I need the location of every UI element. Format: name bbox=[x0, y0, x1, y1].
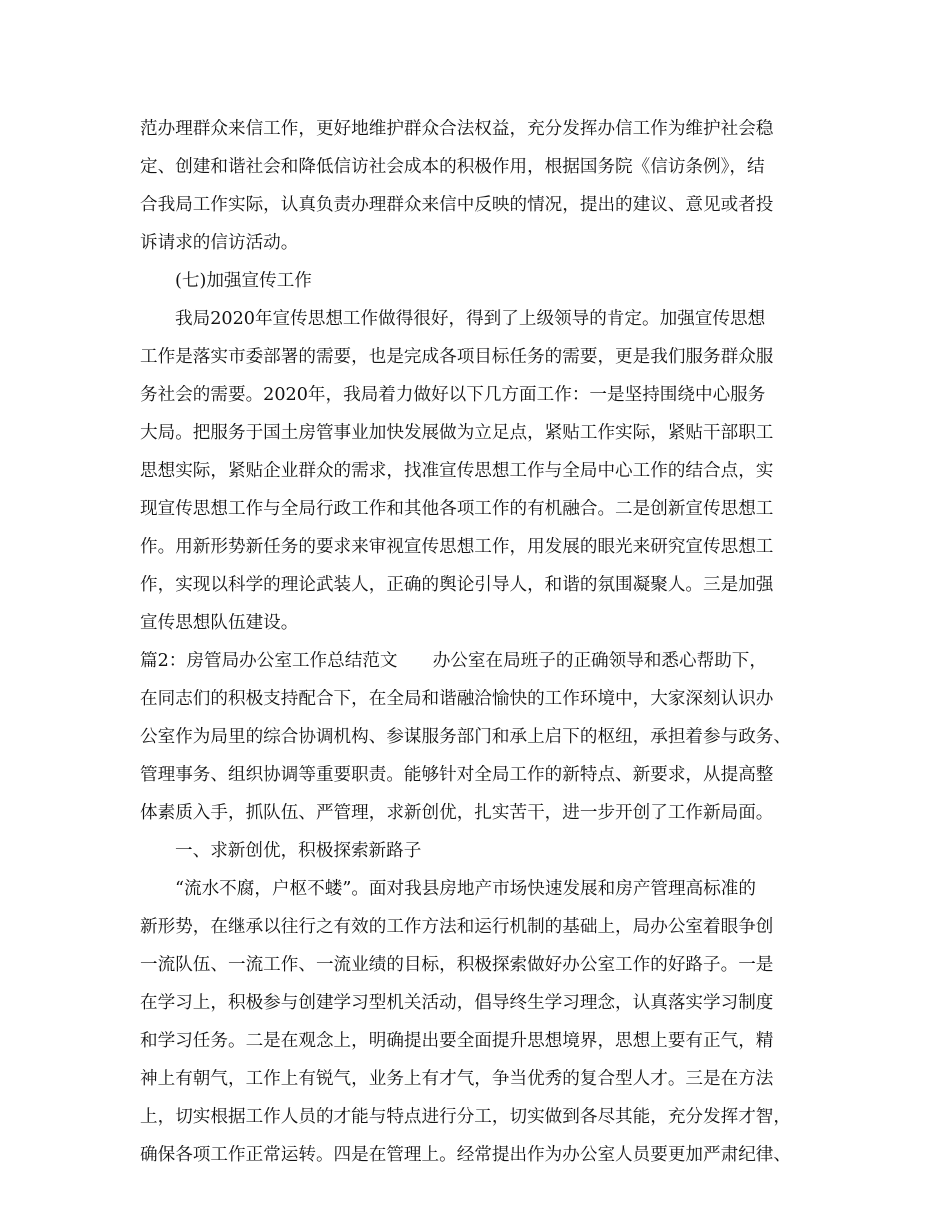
section-heading: (七)加强宣传工作 bbox=[175, 271, 312, 291]
text-line: 公室作为局里的综合协调机构、参谋服务部门和承上启下的枢纽，承担着参与政务、 bbox=[140, 727, 791, 747]
text-line: 和学习任务。二是在观念上，明确提出要全面提升思想境界，思想上要有正气，精 bbox=[140, 1031, 774, 1051]
text-line: 工作是落实市委部署的需要，也是完成各项目标任务的需要，更是我们服务群众服 bbox=[140, 347, 774, 367]
text-line: 在同志们的积极支持配合下，在全局和谐融洽愉快的工作环境中，大家深刻认识办 bbox=[140, 689, 774, 709]
text-line: 神上有朝气，工作上有锐气，业务上有才气，争当优秀的复合型人才。三是在方法 bbox=[140, 1069, 774, 1089]
text-line: 体素质入手，抓队伍、严管理，求新创优，扎实苦干，进一步开创了工作新局面。 bbox=[140, 803, 774, 823]
text-line: 确保各项工作正常运转。四是在管理上。经常提出作为办公室人员要更加严肃纪律、 bbox=[140, 1145, 791, 1165]
text-line: 思想实际，紧贴企业群众的需求，找准宣传思想工作与全局中心工作的结合点，实 bbox=[140, 461, 774, 481]
text-line: 上，切实根据工作人员的才能与特点进行分工，切实做到各尽其能，充分发挥才智， bbox=[140, 1107, 791, 1127]
text-line: 现宣传思想工作与全局行政工作和其他各项工作的有机融合。二是创新宣传思想工 bbox=[140, 499, 774, 519]
text-line: 作，实现以科学的理论武装人，正确的舆论引导人，和谐的氛围凝聚人。三是加强 bbox=[140, 575, 774, 595]
text-line: 我局2020年宣传思想工作做得很好，得到了上级领导的肯定。加强宣传思想 bbox=[175, 309, 766, 329]
text-line: 管理事务、组织协调等重要职责。能够针对全局工作的新特点、新要求，从提高整 bbox=[140, 765, 774, 785]
text-line: 大局。把服务于国土房管事业加快发展做为立足点，紧贴工作实际，紧贴干部职工 bbox=[140, 423, 774, 443]
section-heading: 一、求新创优，积极探索新路子 bbox=[175, 841, 422, 861]
text-line: 合我局工作实际，认真负责办理群众来信中反映的情况，提出的建议、意见或者投 bbox=[140, 195, 774, 215]
text-line: 范办理群众来信工作，更好地维护群众合法权益，充分发挥办信工作为维护社会稳 bbox=[140, 119, 774, 139]
text-line: “流水不腐，户枢不蝼”。面对我县房地产市场快速发展和房产管理高标准的 bbox=[175, 879, 756, 899]
text-line: 宣传思想队伍建设。 bbox=[140, 613, 299, 633]
article-heading-line: 篇2：房管局办公室工作总结范文 办公室在局班子的正确领导和悉心帮助下， bbox=[140, 651, 767, 671]
text-line: 诉请求的信访活动。 bbox=[140, 233, 299, 253]
text-line: 新形势，在继承以往行之有效的工作方法和运行机制的基础上，局办公室着眼争创 bbox=[140, 917, 774, 937]
text-line: 作。用新形势新任务的要求来审视宣传思想工作，用发展的眼光来研究宣传思想工 bbox=[140, 537, 774, 557]
text-line: 在学习上，积极参与创建学习型机关活动，倡导终生学习理念，认真落实学习制度 bbox=[140, 993, 774, 1013]
text-line: 定、创建和谐社会和降低信访社会成本的积极作用，根据国务院《信访条例》，结 bbox=[140, 157, 765, 177]
text-line: 务社会的需要。2020年，我局着力做好以下几方面工作：一是坚持围绕中心服务 bbox=[140, 385, 766, 405]
text-line: 一流队伍、一流工作、一流业绩的目标，积极探索做好办公室工作的好路子。一是 bbox=[140, 955, 774, 975]
